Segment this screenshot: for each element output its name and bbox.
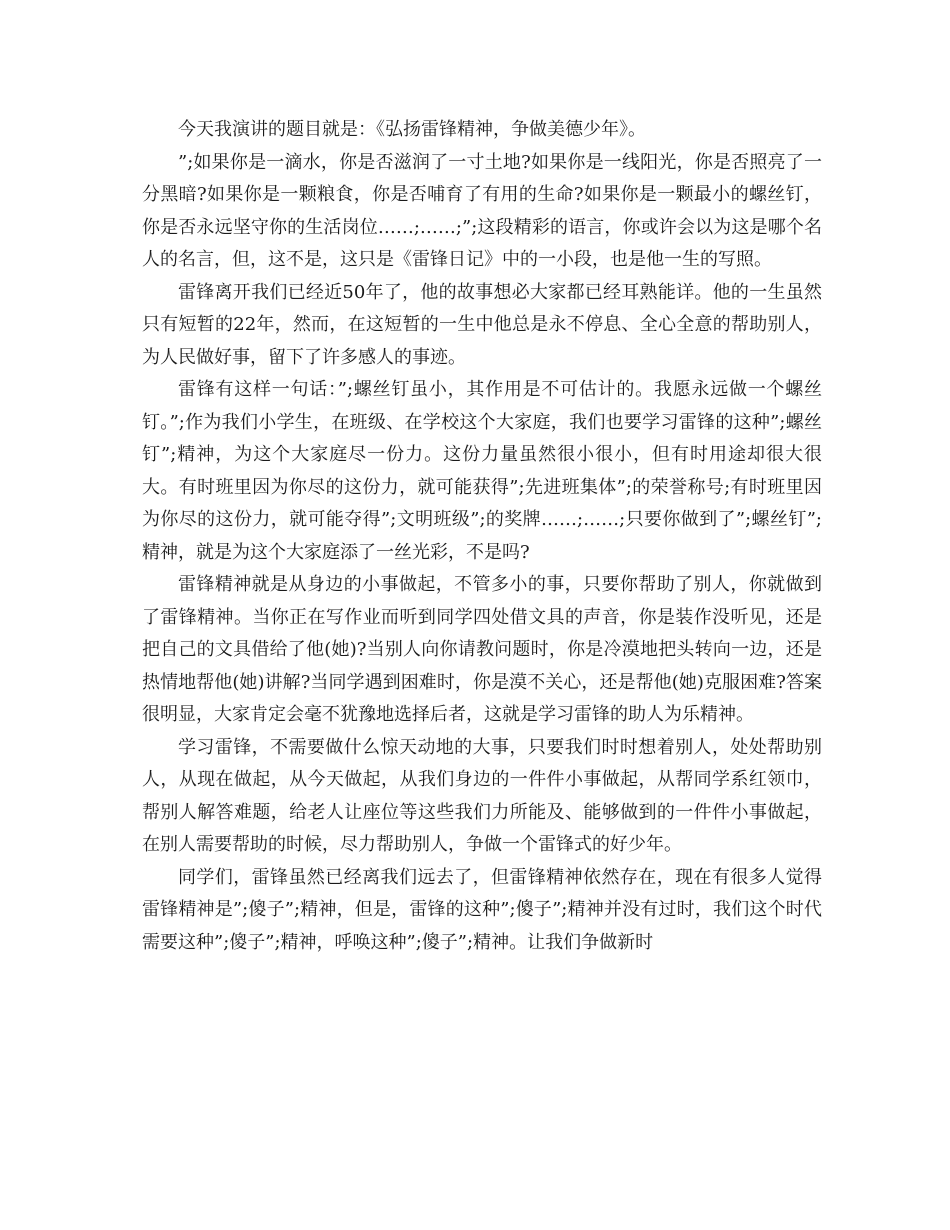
paragraph-5: 雷锋精神就是从身边的小事做起，不管多小的事，只要你帮助了别人，你就做到了雷锋精神。当你正在写作业而听到同学四处借文具的声音，你是装作没听见，还是把自己的文具借给了他(她)?当别人向你请教问题时，你是冷漠地把头转向一边，还是热情地帮他(她)讲解?当同学遇到困难时，你是漠不关心，还是帮他(她)克服困难?答案很明显，大家肯定会毫不犹豫地选择后者，这就是学习雷锋的助人为乐精神。 bbox=[142, 574, 822, 725]
paragraph-4: 雷锋有这样一句话：”;螺丝钉虽小，其作用是不可估计的。我愿永远做一个螺丝钉。”;作为我们小学生，在班级、在学校这个大家庭，我们也要学习雷锋的这种”;螺丝钉”;精神，为这个大家庭尽一份力。这份力量虽然很小很小，但有时用途却很大很大。有时班里因为你尽的这份力，就可能获得”;先进班集体”;的荣誉称号;有时班里因为你尽的这份力，就可能夺得”;文明班级”;的奖牌……;……;只要你做到了”;螺丝钉”;精神，就是为这个大家庭添了一丝光彩，不是吗? bbox=[142, 379, 822, 563]
speech-text bbox=[142, 114, 822, 959]
paragraph-2: ”;如果你是一滴水，你是否滋润了一寸土地?如果你是一线阳光，你是否照亮了一分黑暗?如果你是一颗粮食，你是否哺育了有用的生命?如果你是一颗最小的螺丝钉，你是否永远坚守你的生活岗位……;……;”;这段精彩的语言，你或许会以为这是哪个名人的名言，但，这不是，这只是《雷锋日记》中的一小段，也是他一生的写照。 bbox=[142, 151, 822, 270]
paragraph-7: 同学们，雷锋虽然已经离我们远去了，但雷锋精神依然存在，现在有很多人觉得雷锋精神是”;傻子”;精神，但是，雷锋的这种”;傻子”;精神并没有过时，我们这个时代需要这种”;傻子”;精神，呼唤这种”;傻子”;精神。让我们争做新时 bbox=[142, 866, 822, 953]
paragraph-1: 今天我演讲的题目就是：《弘扬雷锋精神，争做美德少年》。 bbox=[178, 119, 646, 140]
paragraph-6: 学习雷锋，不需要做什么惊天动地的大事，只要我们时时想着别人，处处帮助别人，从现在做起，从今天做起，从我们身边的一件件小事做起，从帮同学系红领巾，帮别人解答难题，给老人让座位等这些我们力所能及、能够做到的一件件小事做起，在别人需要帮助的时候，尽力帮助别人，争做一个雷锋式的好少年。 bbox=[142, 736, 822, 855]
paragraph-3: 雷锋离开我们已经近50年了，他的故事想必大家都已经耳熟能详。他的一生虽然只有短暂的22年，然而，在这短暂的一生中他总是永不停息、全心全意的帮助别人，为人民做好事，留下了许多感人的事迹。 bbox=[142, 281, 822, 368]
